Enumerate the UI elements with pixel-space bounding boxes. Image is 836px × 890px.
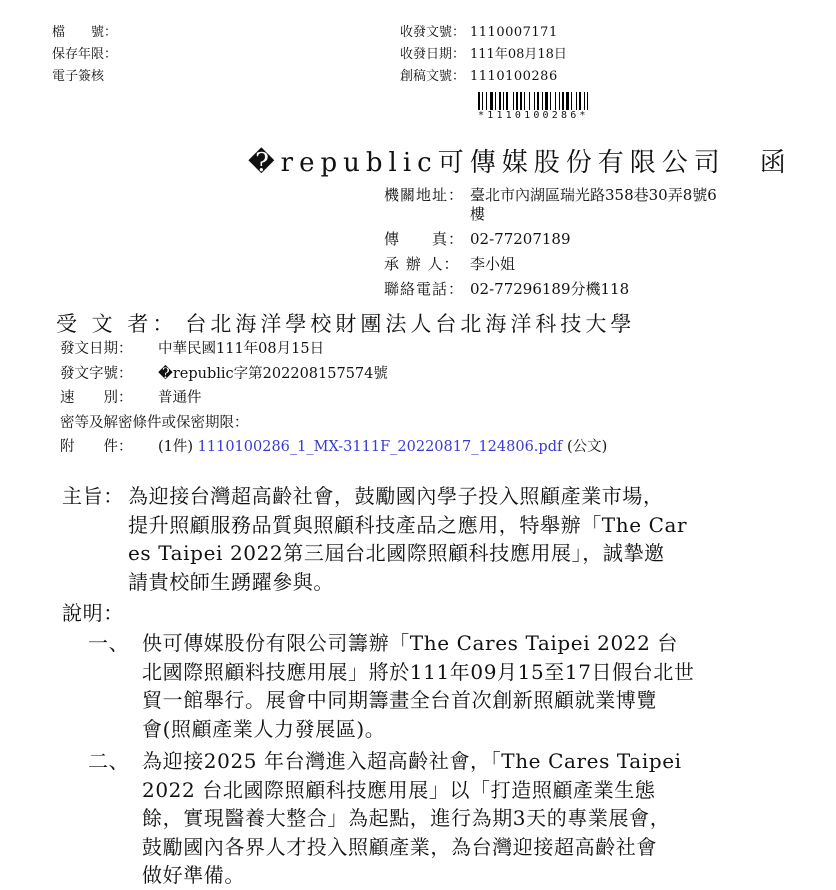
subject-line: es Taipei 2022第三屆台北國際照顧科技應用展」，誠摯邀 <box>128 541 665 565</box>
date-label: 發文日期： <box>60 341 133 357</box>
barcode-bar <box>503 92 504 110</box>
company-name: �republic可傳媒股份有限公司 <box>248 148 726 178</box>
barcode-bar <box>490 92 493 110</box>
speed-value: 普通件 <box>158 390 202 406</box>
barcode-bar <box>524 92 525 110</box>
barcode-bar <box>576 92 577 110</box>
attach-suffix: (公文) <box>566 439 608 455</box>
barcode-bar <box>506 92 508 110</box>
barcode-bar <box>584 92 585 110</box>
speed-label: 速 別： <box>60 390 133 406</box>
barcode-bar <box>566 92 569 110</box>
page-title <box>248 142 792 179</box>
doc-type: 函 <box>759 148 792 178</box>
address-line1: 臺北市內湖區瑞光路358巷30弄8號6 <box>470 186 717 204</box>
recipient-name: 台北海洋學校財團法人台北海洋科技大學 <box>185 312 636 336</box>
explain-line: 餘，實現醫養大整合」為起點，進行為期3天的專業展會， <box>142 806 671 830</box>
barcode-bar <box>499 92 501 110</box>
archive-info <box>52 22 117 88</box>
barcode-bar <box>516 92 518 110</box>
draft-no: 1110100286 <box>470 69 558 84</box>
explain-item-2 <box>142 747 682 890</box>
barcode-bar <box>534 92 535 110</box>
receive-no-label: 收發文號： <box>400 25 466 40</box>
recipient-label: 受 文 者： <box>56 312 178 336</box>
phone-label: 聯絡電話： <box>384 280 465 298</box>
receive-no: 1110007171 <box>470 25 558 40</box>
barcode-bar <box>571 92 572 110</box>
subject-label: 主旨： <box>62 484 124 508</box>
number-label: 發文字號： <box>60 365 133 382</box>
fax-label: 傳 真： <box>384 230 465 248</box>
issue-date: 中華民國111年08月15日 <box>158 341 325 357</box>
draft-no-label: 創稿文號： <box>400 69 466 84</box>
explain-item-1 <box>142 629 695 743</box>
subject-text <box>128 482 687 596</box>
barcode-bar <box>486 92 487 110</box>
handler-name: 李小姐 <box>470 255 516 273</box>
subject-line: 為迎接台灣超高齡社會，鼓勵國內學子投入照顧產業市場， <box>128 484 664 508</box>
explain-line: 為迎接2025 年台灣進入超高齡社會，「The Cares Taipei <box>142 749 682 773</box>
explain-line: 做好準備。 <box>142 863 245 887</box>
doc-fields <box>60 337 607 460</box>
explain-item-marker: 一、 <box>88 631 130 655</box>
explain-line: 2022 台北國際照顧科技應用展」以「打造照顧產業生態 <box>142 777 656 802</box>
handler-label: 承 辦 人： <box>384 255 460 273</box>
barcode-bar <box>482 92 483 110</box>
explain-item-marker: 二、 <box>88 749 130 773</box>
issue-number: �republic字第202208157574號 <box>158 365 388 382</box>
recipient <box>56 308 635 338</box>
address-line2: 樓 <box>470 205 486 223</box>
barcode-bar <box>537 92 539 110</box>
explain-line: 佒可傳媒股份有限公司籌辦「The Cares Taipei 2022 台 <box>142 631 679 655</box>
sender-info <box>384 183 717 302</box>
barcode-bar <box>495 92 496 110</box>
attach-label: 附 件： <box>60 439 133 455</box>
explain-line: 北國際照顧料技應用展」將於111年09月15至17日假台北世 <box>142 659 695 684</box>
receive-date-label: 收發日期： <box>400 47 466 62</box>
barcode-bar <box>562 92 564 110</box>
retention-label: 保存年限： <box>52 47 118 62</box>
explain-line: 會(照顧產業人力發展區)。 <box>142 716 386 741</box>
explain-label: 說明： <box>62 601 124 625</box>
barcode-bar <box>545 92 548 110</box>
fax-number: 02-77207189 <box>470 230 571 248</box>
attachment-link[interactable]: 1110100286_1_MX-3111F_20220817_124806.pdf <box>197 439 563 455</box>
subject-line: 請貴校師生踴躍參與。 <box>128 569 334 594</box>
explain-line: 鼓勵國內各界人才投入照顧產業，為台灣迎接超高齡社會 <box>142 834 657 859</box>
barcode-bar <box>513 92 514 110</box>
barcode <box>478 92 618 110</box>
barcode-bar <box>587 92 588 110</box>
barcode-bar <box>520 92 522 110</box>
address-label: 機關地址： <box>384 186 465 204</box>
barcode-bar <box>478 92 480 110</box>
attach-prefix: (1件) <box>158 439 194 455</box>
esign-label: 電子簽核 <box>52 69 105 84</box>
barcode-bar <box>559 92 560 110</box>
barcode-bar <box>542 92 543 110</box>
file-no-label: 檔 號： <box>52 25 118 40</box>
doc-meta <box>400 22 567 88</box>
explain-line: 貿一館舉行。展會中同期籌畫全台首次創新照顧就業博覽 <box>142 688 657 712</box>
barcode-bar <box>529 92 530 110</box>
phone-number: 02-77296189分機118 <box>470 280 630 298</box>
secrecy-label: 密等及解密條件或保密期限： <box>60 414 249 431</box>
subject-line: 提升照顧服務品質與照顧科技產品之應用，特舉辦「The Car <box>128 512 688 537</box>
barcode-bar <box>579 92 581 110</box>
barcode-bar <box>555 92 556 110</box>
receive-date: 111年08月18日 <box>470 47 567 62</box>
barcode-bar <box>550 92 551 110</box>
barcode-text: *1110100286* <box>478 110 589 121</box>
